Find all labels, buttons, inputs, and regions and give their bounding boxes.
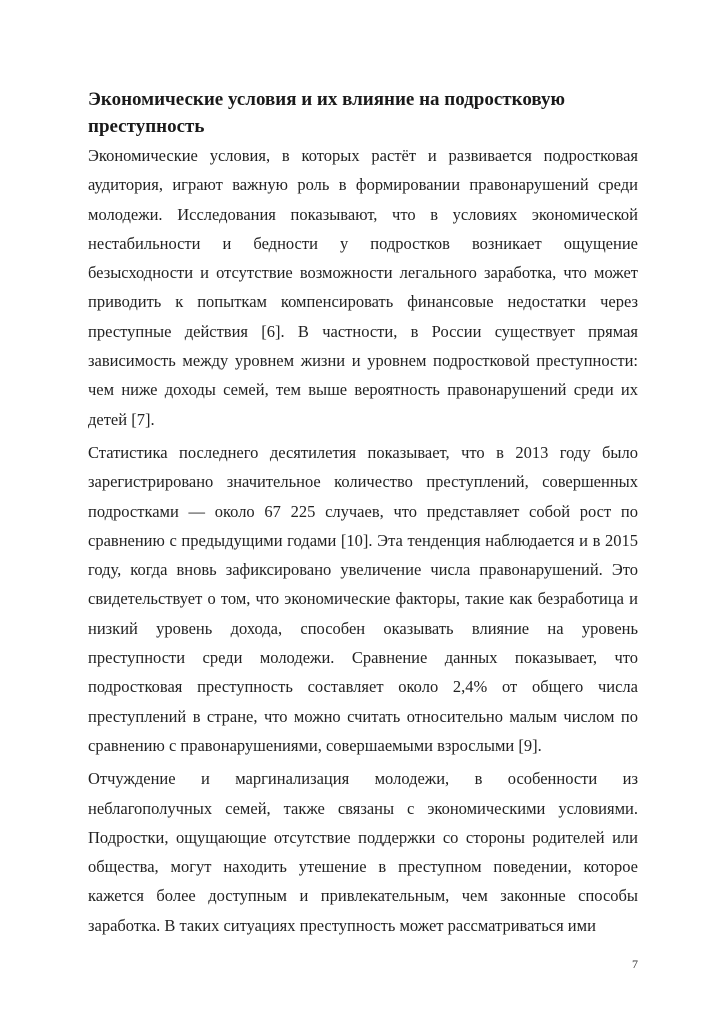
body-text	[88, 141, 638, 944]
section-heading: Экономические условия и их влияние на подростковую преступность	[88, 89, 565, 137]
paragraph-1: Экономические условия, в которых растёт и развивается подростковая аудитория, играют важную роль в формировании правонарушений среди молодежи. Исследования показывают, что в условиях экономической нестабильности и бедности у подростков возникает ощущение безысходности и отсутствие возможности легального заработка, что может приводить к попыткам компенсировать финансовые недостатки через преступные действия [6]. В частности, в России существует прямая зависимость между уровнем жизни и уровнем подростковой преступности: чем ниже доходы семей, тем выше вероятность правонарушений среди их детей [7].	[88, 146, 638, 429]
page-number: 7	[632, 957, 638, 971]
paragraph-3: Отчуждение и маргинализация молодежи, в особенности из неблагополучных семей, также связаны с экономическими условиями. Подростки, ощущающие отсутствие поддержки со стороны родителей или общества, могут находить утешение в преступном поведении, которое кажется более доступным и привлекательным, чем законные способы заработка. В таких ситуациях преступность может рассматриваться ими	[88, 769, 638, 935]
paragraph-2: Статистика последнего десятилетия показывает, что в 2013 году было зарегистрировано значительное количество преступлений, совершенных подростками — около 67 225 случаев, что представляет собой рост по сравнению с предыдущими годами [10]. Эта тенденция наблюдается и в 2015 году, когда вновь зафиксировано увеличение числа правонарушений. Это свидетельствует о том, что экономические факторы, такие как безработица и низкий уровень дохода, способен оказывать влияние на уровень преступности среди молодежи. Сравнение данных показывает, что подростковая преступность составляет около 2,4% от общего числа преступлений в стране, что можно считать относительно малым числом по сравнению с правонарушениями, совершаемыми взрослыми [9].	[88, 442, 638, 755]
